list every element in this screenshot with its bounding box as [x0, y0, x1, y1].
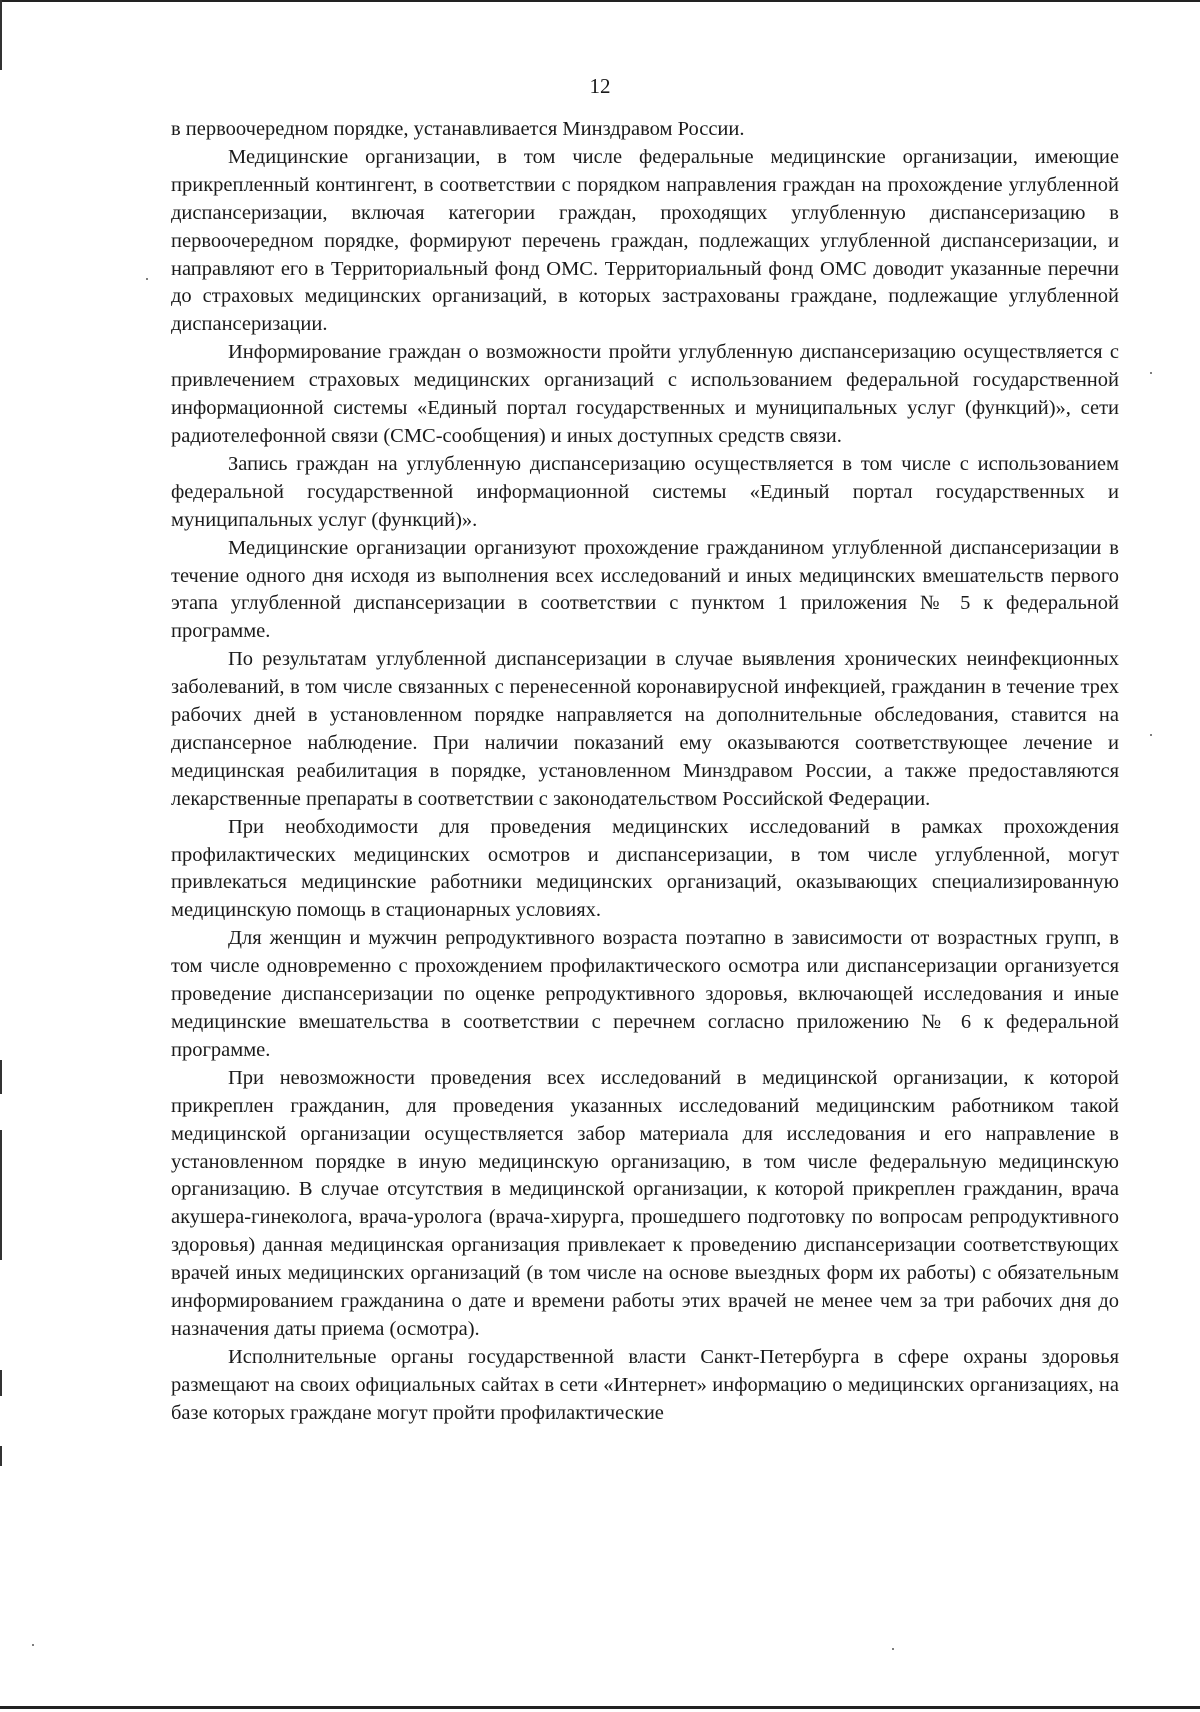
paragraph: При невозможности проведения всех исследований в медицинской организации, к которой прикреплен гражданин, для проведения указанных исследований медицинским работником такой медицинской организации осуществляется забор материала для исследования и его направление в установленном порядке в иную медицинскую организацию, в том числе федеральную медицинскую организацию. В случае отсутствия в медицинской организации, к которой прикреплен гражданин, врача акушера-гинеколога, врача-уролога (врача-хирурга, прошедшего подготовку по вопросам репродуктивного здоровья) данная медицинская организация привлекает к проведению диспансеризации соответствующих врачей иных медицинских организаций (в том числе на основе выездных форм их работы) с обязательным информированием гражданина о дате и времени работы этих врачей не менее чем за три рабочих дня до назначения даты приема (осмотра).: [171, 1066, 1119, 1340]
scan-edge-mark: [0, 1060, 2, 1094]
scan-edge-mark: [0, 1130, 2, 1260]
scan-speck: [1150, 734, 1152, 736]
paragraph: Для женщин и мужчин репродуктивного возраста поэтапно в зависимости от возрастных групп, в том числе одновременно с прохождением профилактического осмотра или диспансеризации организуется проведение диспансеризации по оценке репродуктивного здоровья, включающей исследования и иные медицинские вмешательства в соответствии с перечнем согласно приложению № 6 к федеральной программе.: [171, 927, 1119, 1061]
top-scan-edge: [0, 0, 1200, 2]
paragraph: Информирование граждан о возможности пройти углубленную диспансеризацию осуществляется с привлечением страховых медицинских организаций с использованием федеральной государственной информационной системы «Единый портал государственных и муниципальных услуг (функций)», сети радиотелефонной связи (СМС-сообщения) и иных доступных средств связи.: [171, 341, 1119, 447]
scan-edge-mark: [0, 0, 2, 70]
scan-speck: [146, 278, 148, 280]
scan-edge-mark: [0, 1370, 2, 1396]
paragraph: Запись граждан на углубленную диспансеризацию осуществляется в том числе с использованием федеральной государственной информационной системы «Единый портал государственных и муниципальных услуг (функций)».: [171, 452, 1119, 531]
paragraph: Медицинские организации, в том числе федеральные медицинские организации, имеющие прикрепленный контингент, в соответствии с порядком направления граждан на прохождение углубленной диспансеризации, включая категории граждан, проходящих углубленную диспансеризацию в первоочередном порядке, формируют перечень граждан, подлежащих углубленной диспансеризации, и направляют его в Территориальный фонд ОМС. Территориальный фонд ОМС доводит указанные перечни до страховых медицинских организаций, в которых застрахованы граждане, подлежащие углубленной диспансеризации.: [171, 145, 1119, 336]
paragraph: При необходимости для проведения медицинских исследований в рамках прохождения профилактических медицинских осмотров и диспансеризации, в том числе углубленной, могут привлекаться медицинские работники медицинских организаций, оказывающих специализированную медицинскую помощь в стационарных условиях.: [171, 815, 1119, 922]
scan-speck: [1150, 372, 1152, 374]
bottom-scan-edge: [0, 1706, 1200, 1709]
scan-speck: [892, 1648, 894, 1650]
page-number: 12: [589, 74, 611, 98]
paragraph: в первоочередном порядке, устанавливается Минздравом России.: [171, 118, 745, 140]
document-body: [171, 116, 1119, 1428]
scan-edge-mark: [0, 1446, 2, 1466]
paragraph: Медицинские организации организуют прохождение гражданином углубленной диспансеризации в течение одного дня исходя из выполнения всех исследований и иных медицинских вмешательств первого этапа углубленной диспансеризации в соответствии с пунктом 1 приложения № 5 к федеральной программе.: [171, 536, 1119, 643]
scan-speck: [32, 1644, 34, 1646]
paragraph: По результатам углубленной диспансеризации в случае выявления хронических неинфекционных заболеваний, в том числе связанных с перенесенной коронавирусной инфекцией, гражданин в течение трех рабочих дней в установленном порядке направляется на дополнительные обследования, ставится на диспансерное наблюдение. При наличии показаний ему оказываются соответствующее лечение и медицинская реабилитация в порядке, установленном Минздравом России, а также предоставляются лекарственные препараты в соответствии с законодательством Российской Федерации.: [171, 648, 1119, 810]
paragraph: Исполнительные органы государственной власти Санкт-Петербурга в сфере охраны здоровья размещают на своих официальных сайтах в сети «Интернет» информацию о медицинских организациях, на базе которых граждане могут пройти профилактические: [171, 1345, 1119, 1424]
